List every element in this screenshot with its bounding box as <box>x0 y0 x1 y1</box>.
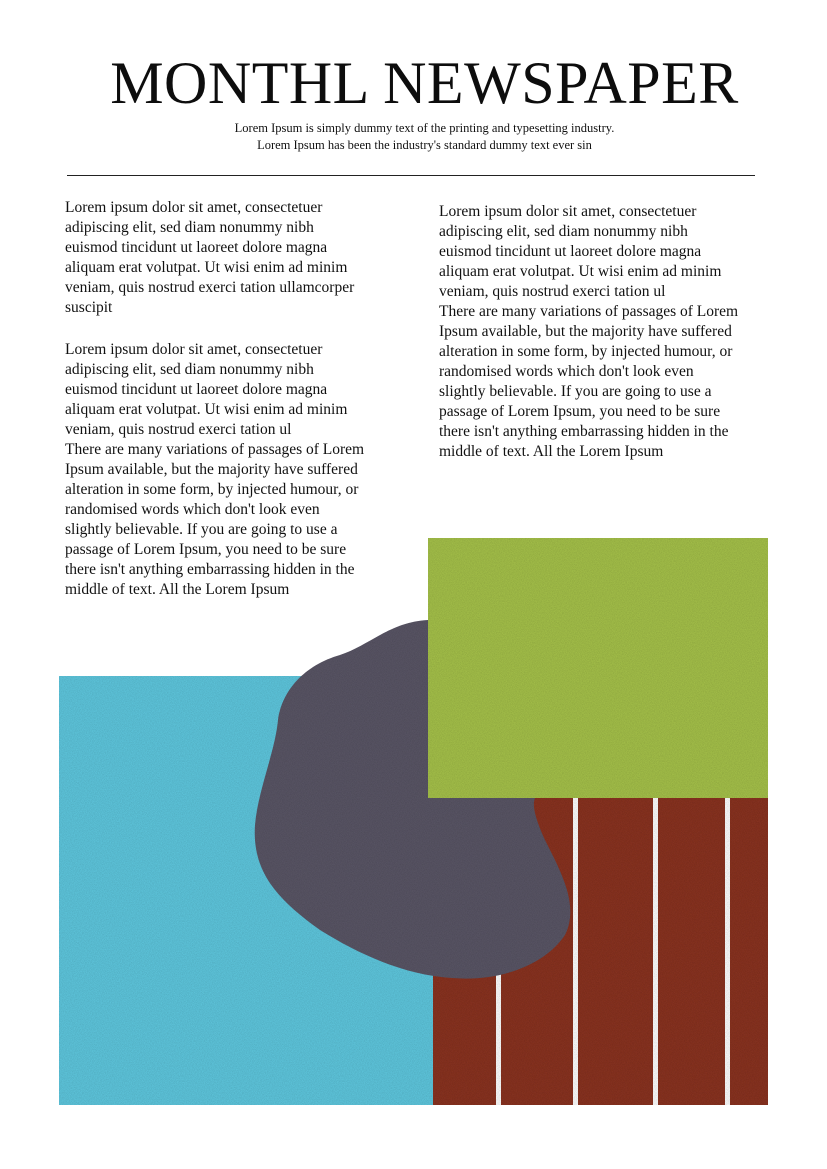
left-paragraph-2: Lorem ipsum dolor sit amet, consectetuer adipiscing elit, sed diam nonummy nibh euismod tincidunt ut laoreet dolore magna aliquam erat volutpat. Ut wisi enim ad minim veniam, quis nostrud exerci tation ul <box>65 341 348 438</box>
left-paragraph-3: There are many variations of passages of Lorem Ipsum available, but the majority have suffered alteration in some form, by injected humour, or randomised words which don't look even slightly believable. If you are going to use a passage of Lorem Ipsum, you need to be sure there isn't anything embarrassing hidden in the middle of text. All the Lorem Ipsum <box>65 441 365 598</box>
subtitle-line-2: Lorem Ipsum has been the industry's standard dummy text ever sin <box>257 138 592 152</box>
right-paragraph-2: There are many variations of passages of Lorem Ipsum available, but the majority have suffered alteration in some form, by injected humour, or randomised words which don't look even slightly believable. If you are going to use a passage of Lorem Ipsum, you need to be sure there isn't anything embarrassing hidden in the middle of text. All the Lorem Ipsum <box>439 303 739 460</box>
green-panel <box>428 538 768 798</box>
left-paragraph-1: Lorem ipsum dolor sit amet, consectetuer adipiscing elit, sed diam nonummy nibh euismod tincidunt ut laoreet dolore magna aliquam erat volutpat. Ut wisi enim ad minim veniam, quis nostrud exerci tation ullamcorper suscipit <box>65 199 355 316</box>
newspaper-title: MONTHL NEWSPAPER <box>110 50 739 116</box>
subtitle-line-1: Lorem Ipsum is simply dummy text of the printing and typesetting industry. <box>234 121 615 135</box>
right-paragraph-1: Lorem ipsum dolor sit amet, consectetuer adipiscing elit, sed diam nonummy nibh euismod tincidunt ut laoreet dolore magna aliquam erat volutpat. Ut wisi enim ad minim veniam, quis nostrud exerci tation ul <box>439 203 722 300</box>
